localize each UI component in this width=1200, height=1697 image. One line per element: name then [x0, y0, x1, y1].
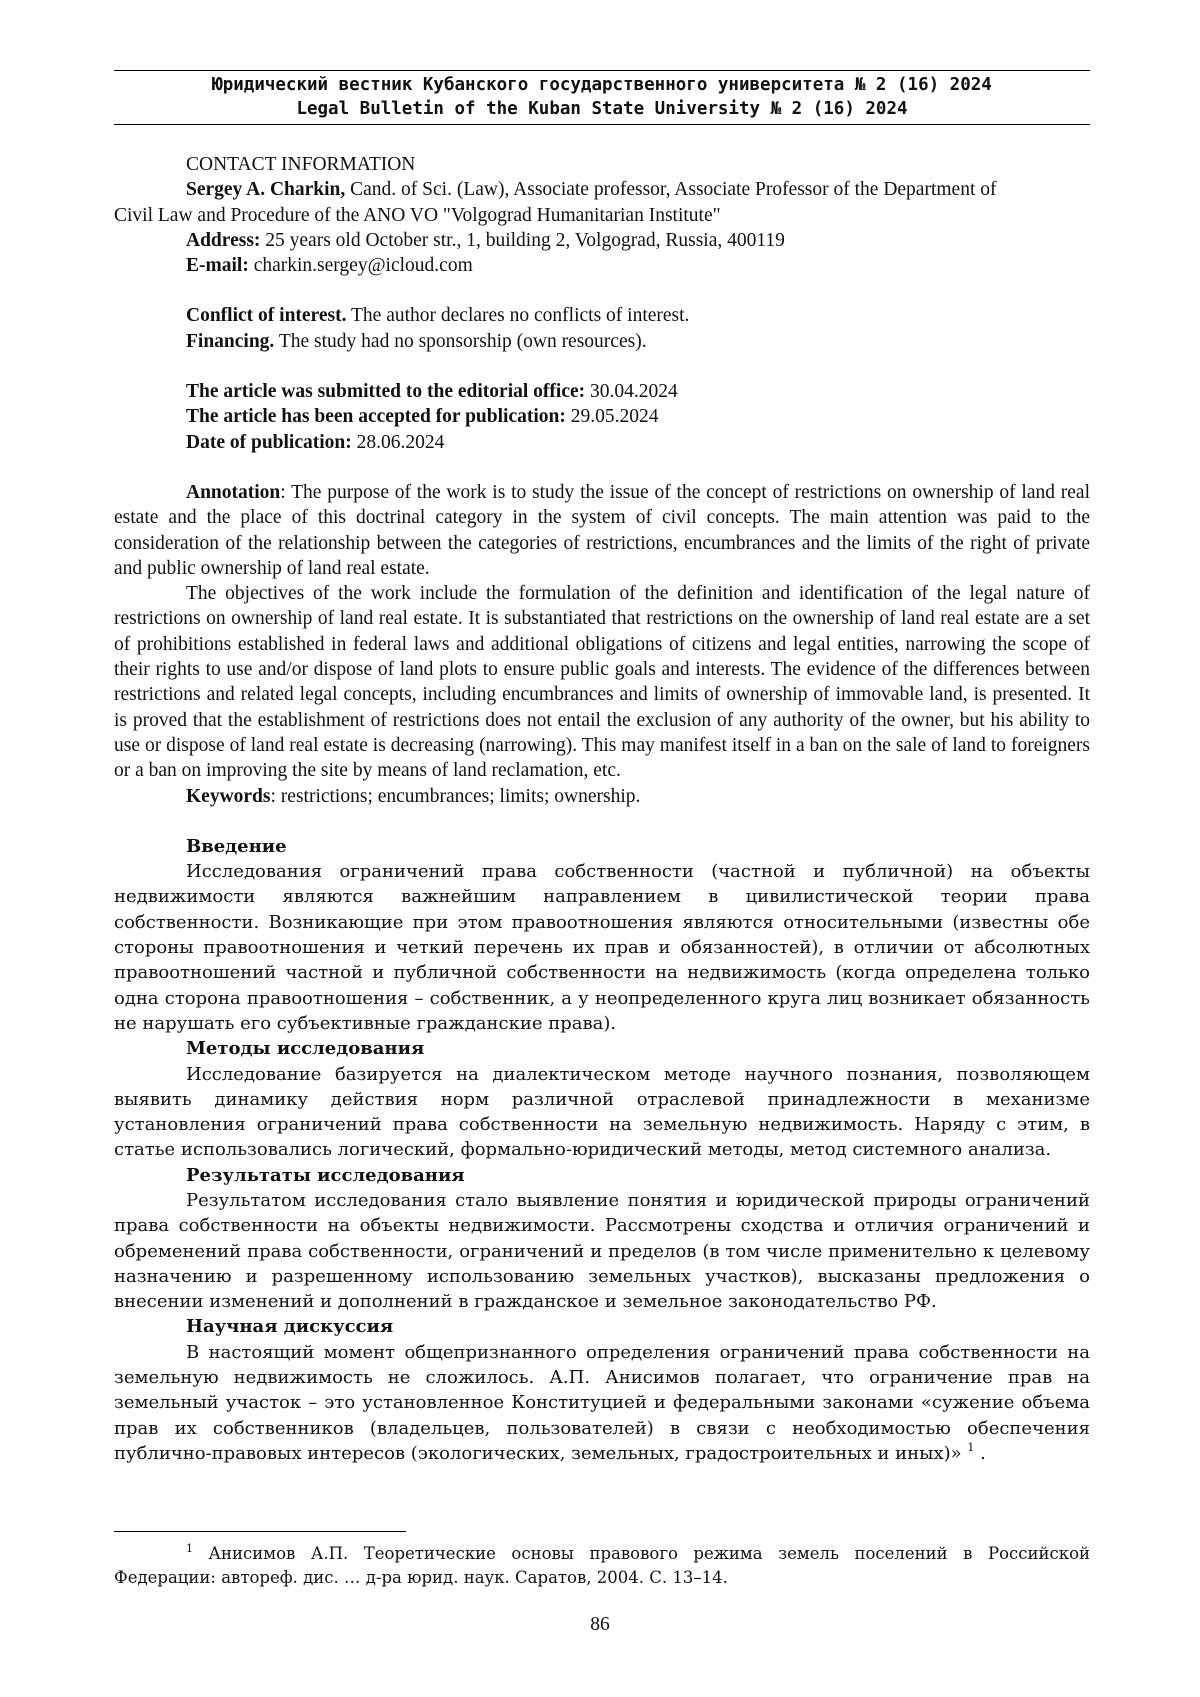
financing-line — [114, 329, 1090, 354]
section-text-intro: Исследования ограничений права собственности (частной и публичной) на объекты недвижимости являются важнейшим направлением в цивилистической теории права собственности. Возникающие при этом правоотношения являются относительными (известны обе стороны правоотношения и четкий перечень их прав и обязанностей), в отличии от абсолютных правоотношений частной и публичной собственности на недвижимость (когда определена только одна сторона правоотношения – собственник, а у неопределенного круга лиц возникает обязанность не нарушать его субъективные гражданские права). — [114, 861, 1090, 1034]
published-label: Date of publication: — [186, 431, 352, 453]
keywords-label: Keywords — [186, 785, 271, 807]
submitted-line — [114, 379, 1090, 404]
section-text-methods: Исследование базируется на диалектическом методе научного познания, позволяющем выявить динамику действия норм различной отраслевой принадлежности в механизме установления ограничений права собственности на земельную недвижимость. Наряду с этим, в статье использовались логический, формально-юридический методы, метод системного анализа. — [114, 1063, 1090, 1161]
submitted-label: The article was submitted to the editorial office: — [186, 381, 586, 403]
author-name: Sergey A. Charkin, — [186, 179, 346, 201]
section-heading-discussion: Научная дискуссия — [186, 1316, 394, 1338]
accepted-date: 29.05.2024 — [565, 406, 659, 428]
address-label: Address: — [186, 229, 261, 251]
published-line — [114, 430, 1090, 455]
section-heading-results: Результаты исследования — [186, 1164, 465, 1186]
keywords-line — [114, 784, 1090, 809]
annotation-paragraph-1 — [114, 480, 1090, 581]
email-line — [114, 253, 1090, 278]
submitted-date: 30.04.2024 — [585, 381, 678, 403]
published-date: 28.06.2024 — [351, 431, 445, 453]
conflict-label: Conflict of interest. — [186, 305, 347, 327]
annotation-text-1: : The purpose of the work is to study the issue of the concept of restrictions on ownership of land real estate and the place of this doctrinal category in the system of civil concepts. The main attention was paid to the consideration of the relationship between the categories of restrictions, encumbrances and the limits of the right of private and public ownership of land real estate. — [114, 481, 1090, 579]
footnote-reference[interactable]: 1 — [967, 1440, 975, 1454]
accepted-label: The article has been accepted for publication: — [186, 406, 566, 428]
footnote — [114, 1542, 1090, 1590]
journal-header — [114, 70, 1090, 125]
author-affiliation: Civil Law and Procedure of the ANO VO "Volgograd Humanitarian Institute" — [114, 204, 721, 226]
email-label: E-mail: — [186, 255, 249, 277]
accepted-line — [114, 404, 1090, 429]
footnote-text: Анисимов А.П. Теоретические основы правового режима земель поселений в Российской Федерации: автореф. дис. … д-ра юрид. наук. Саратов, 2004. С. 13–14. — [114, 1544, 1090, 1587]
financing-value: The study had no sponsorship (own resources). — [274, 330, 647, 352]
conflict-line — [114, 303, 1090, 328]
keywords-value: : restrictions; encumbrances; limits; ownership. — [270, 785, 641, 807]
spacer — [114, 809, 1090, 834]
section-text-discussion — [114, 1340, 1090, 1466]
section-heading-methods: Методы исследования — [186, 1038, 425, 1060]
annotation-paragraph-2: The objectives of the work include the formulation of the definition and identification of the legal nature of restrictions on ownership of land real estate. It is substantiated that restrictions on the ownership of land real estate are a set of prohibitions established in federal laws and additional obligations of citizens and legal entities, narrowing the scope of their rights to use and/or dispose of land plots to ensure public goals and interests. The evidence of the differences between restrictions and related legal concepts, including encumbrances and limits of ownership of immovable land, is presented. It is proved that the establishment of restrictions does not entail the exclusion of any authority of the owner, but his ability to use or dispose of land real estate is decreasing (narrowing). This may manifest itself in a ban on the sale of land to foreigners or a ban on improving the site by means of land reclamation, etc. — [114, 583, 1090, 782]
financing-label: Financing. — [186, 330, 275, 352]
email-value: charkin.sergey@icloud.com — [248, 255, 473, 277]
spacer — [114, 455, 1090, 480]
footnote-marker: 1 — [186, 1541, 193, 1555]
discussion-end: . — [974, 1442, 986, 1464]
spacer — [114, 354, 1090, 379]
address-line — [114, 228, 1090, 253]
section-text-results: Результатом исследования стало выявление понятия и юридической природы ограничений права собственности на объекты недвижимости. Рассмотрены сходства и отличия ограничений и обременений права собственности, ограничений и пределов (в том числе применительно к целевому назначению и разрешенному использованию земельных участков), высказаны предложения о внесении изменений и дополнений в гражданское и земельное законодательство РФ. — [114, 1189, 1090, 1313]
spacer — [114, 278, 1090, 303]
journal-title-en: Legal Bulletin of the Kuban State University № 2 (16) 2024 — [296, 99, 908, 119]
article-body — [114, 152, 1090, 1466]
annotation-label: Annotation — [186, 481, 281, 503]
address-value: 25 years old October str., 1, building 2, Volgograd, Russia, 400119 — [260, 229, 785, 251]
conflict-value: The author declares no conflicts of interest. — [346, 305, 690, 327]
author-line — [114, 177, 1090, 202]
journal-title-ru: Юридический вестник Кубанского государственного университета № 2 (16) 2024 — [212, 75, 992, 95]
discussion-text: В настоящий момент общепризнанного определения ограничений права собственности на земельную недвижимость не сложилось. А.П. Анисимов полагает, что ограничение прав на земельный участок – это установленное Конституцией и федеральными законами «сужение объема прав их собственников (владельцев, пользователей) в связи с необходимостью обеспечения публично-правовых интересов (экологических, земельных, градостроительных и иных)» — [114, 1341, 1090, 1464]
footnote-divider — [114, 1531, 406, 1532]
section-heading-intro: Введение — [186, 835, 287, 857]
author-description: Cand. of Sci. (Law), Associate professor, Associate Professor of the Department of — [345, 179, 997, 201]
contact-heading: CONTACT INFORMATION — [186, 154, 416, 175]
page-number: 86 — [590, 1614, 610, 1635]
